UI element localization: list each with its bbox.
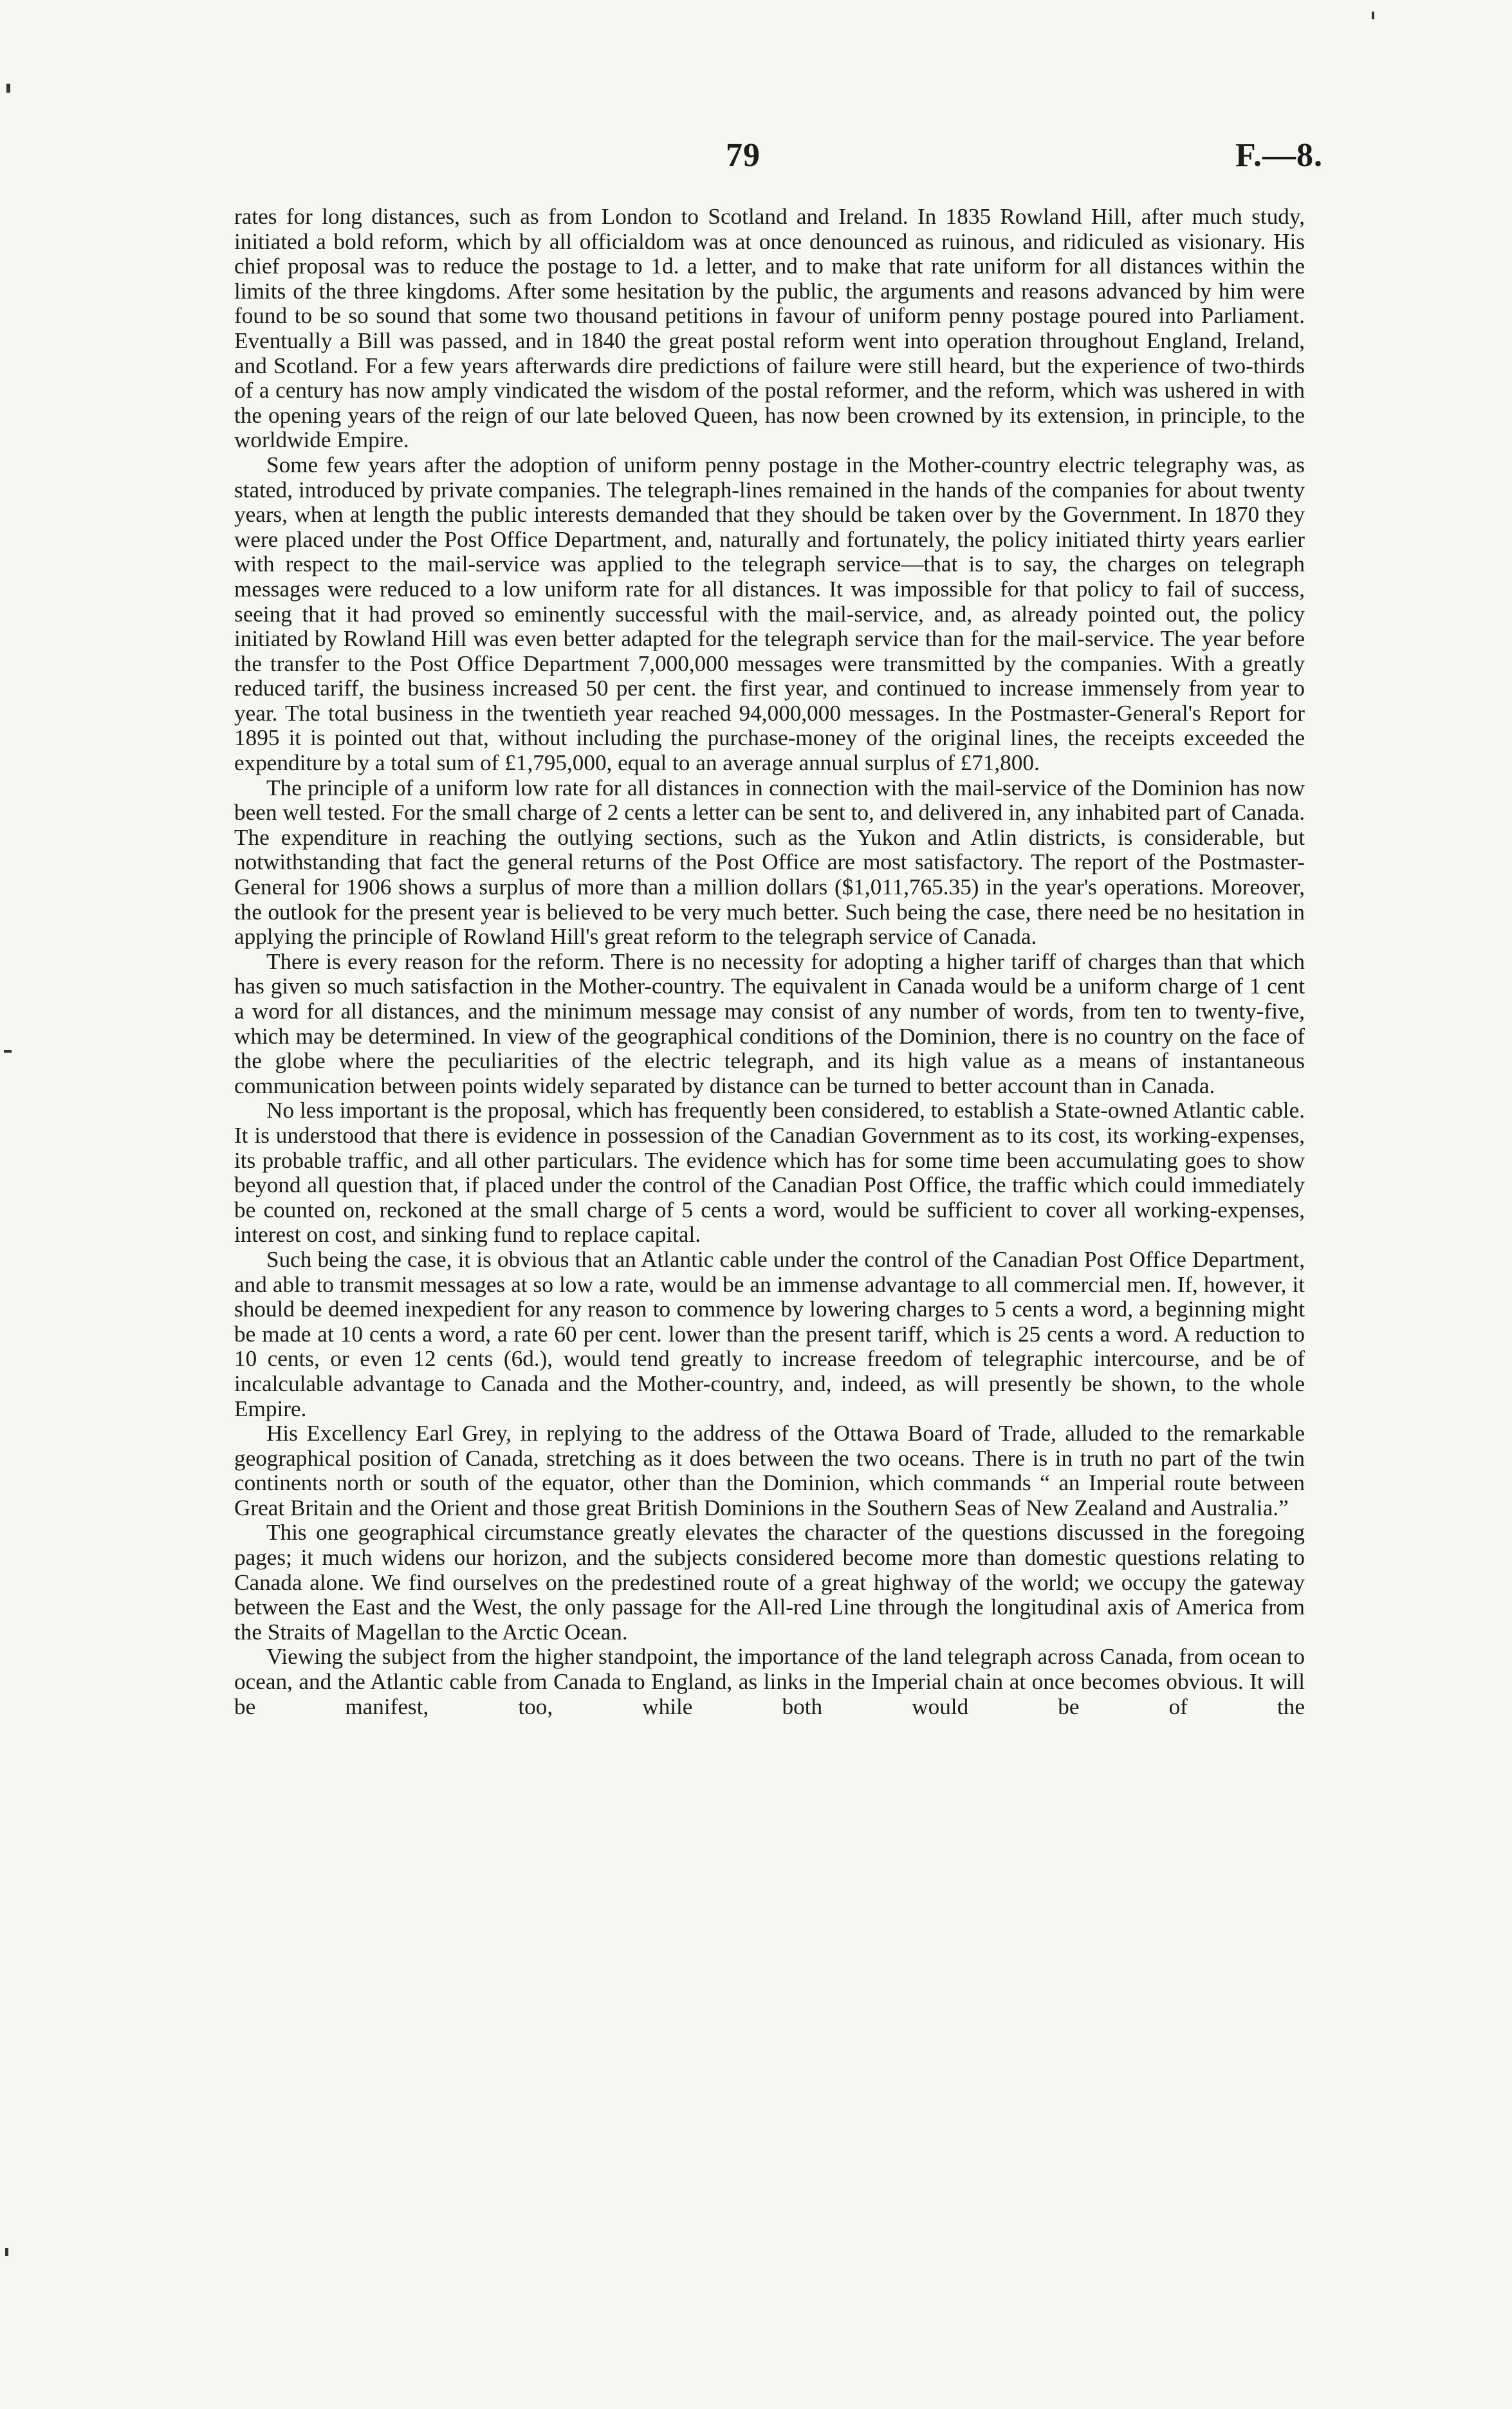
page-number: 79 bbox=[726, 137, 761, 174]
scan-mark bbox=[4, 1050, 12, 1053]
page-header bbox=[0, 136, 1512, 181]
paragraph: The principle of a uniform low rate for all distances in connection with the mail-service of the Dominion has now been well tested. For the small charge of 2 cents a letter can be sent to, and delivered in, any inhabited part of Canada. The expenditure in reaching the outlying sections, such as the Yukon and Atlin districts, is considerable, but notwithstanding that fact the general returns of the Post Office are most satisfactory. The report of the Postmaster-General for 1906 shows a surplus of more than a million dollars ($1,011,765.35) in the year's operations. Moreover, the outlook for the present year is believed to be very much better. Such being the case, there need be no hesitation in applying the principle of Rowland Hill's great reform to the telegraph service of Canada. bbox=[234, 775, 1305, 950]
scan-mark bbox=[5, 2248, 8, 2256]
scan-mark bbox=[6, 84, 10, 93]
paragraph: This one geographical circumstance greatly elevates the character of the questions discussed in the foregoing pages; it much widens our horizon, and the subjects considered become more than domestic questions relating to Canada alone. We find ourselves on the predestined route of a great highway of the world; we occupy the gateway between the East and the West, the only passage for the All-red Line through the longitudinal axis of America from the Straits of Magellan to the Arctic Ocean. bbox=[234, 1520, 1305, 1645]
paragraph: Such being the case, it is obvious that an Atlantic cable under the control of the Canadian Post Office Department, and able to transmit messages at so low a rate, would be an immense advantage to all commercial men. If, however, it should be deemed inexpedient for any reason to commence by lowering charges to 5 cents a word, a beginning might be made at 10 cents a word, a rate 60 per cent. lower than the present tariff, which is 25 cents a word. A reduction to 10 cents, or even 12 cents (6d.), would tend greatly to increase freedom of telegraphic intercourse, and be of incalculable advantage to Canada and the Mother-country, and, indeed, as will presently be shown, to the whole Empire. bbox=[234, 1246, 1305, 1421]
paragraph: Some few years after the adoption of uniform penny postage in the Mother-country electric telegraphy was, as stated, introduced by private companies. The telegraph-lines remained in the hands of the companies for about twenty years, when at length the public interests demanded that they should be taken over by the Government. In 1870 they were placed under the Post Office Department, and, naturally and fortunately, the policy initiated thirty years earlier with respect to the mail-service was applied to the telegraph service—that is to say, the charges on telegraph messages were reduced to a low uniform rate for all distances. It was impossible for that policy to fail of success, seeing that it had proved so eminently successful with the mail-service, and, as already pointed out, the policy initiated by Rowland Hill was even better adapted for the telegraph service than for the mail-service. The year before the transfer to the Post Office Department 7,000,000 messages were transmitted by the companies. With a greatly reduced tariff, the business increased 50 per cent. the first year, and continued to increase immensely from year to year. The total business in the twentieth year reached 94,000,000 messages. In the Postmaster-General's Report for 1895 it is pointed out that, without including the purchase-money of the original lines, the receipts exceeded the expenditure by a total sum of £1,795,000, equal to an average annual surplus of £71,800. bbox=[234, 452, 1305, 776]
paragraph: There is every reason for the reform. There is no necessity for adopting a higher tariff of charges than that which has given so much satisfaction in the Mother-country. The equivalent in Canada would be a uniform charge of 1 cent a word for all distances, and the minimum message may consist of any number of words, from ten to twenty-five, which may be determined. In view of the geographical conditions of the Dominion, there is no country on the face of the globe where the peculiarities of the electric telegraph, and its high value as a means of instantaneous communication between points widely separated by distance can be turned to better account than in Canada. bbox=[234, 948, 1305, 1098]
scan-mark bbox=[1372, 12, 1374, 19]
paragraph: No less important is the proposal, which has frequently been considered, to establish a State-owned Atlantic cable. It is understood that there is evidence in possession of the Canadian Government as to its cost, its working-expenses, its probable traffic, and all other particulars. The evidence which has for some time been accumulating goes to show beyond all question that, if placed under the control of the Canadian Post Office, the traffic which could immediately be counted on, reckoned at the small charge of 5 cents a word, would be sufficient to cover all working-expenses, interest on cost, and sinking fund to replace capital. bbox=[234, 1098, 1305, 1248]
document-reference: F.—8. bbox=[1235, 137, 1323, 174]
paragraph: His Excellency Earl Grey, in replying to the address of the Ottawa Board of Trade, alluded to the remarkable geographical position of Canada, stretching as it does between the two oceans. There is in truth no part of the twin continents north or south of the equator, other than the Dominion, which commands “ an Imperial route between Great Britain and the Orient and those great British Dominions in the Southern Seas of New Zealand and Australia.” bbox=[234, 1421, 1305, 1520]
paragraph: rates for long distances, such as from London to Scotland and Ireland. In 1835 Rowland Hill, after much study, initiated a bold reform, which by all officialdom was at once denounced as ruinous, and ridiculed as visionary. His chief proposal was to reduce the postage to 1d. a letter, and to make that rate uniform for all distances within the limits of the three kingdoms. After some hesitation by the public, the arguments and reasons advanced by him were found to be so sound that some two thousand petitions in favour of uniform penny postage poured into Parliament. Eventually a Bill was passed, and in 1840 the great postal reform went into operation throughout England, Ireland, and Scotland. For a few years afterwards dire predictions of failure were still heard, but the experience of two-thirds of a century has now amply vindicated the wisdom of the postal reformer, and the reform, which was ushered in with the opening years of the reign of our late beloved Queen, has now been crowned by its extension, in principle, to the worldwide Empire. bbox=[234, 204, 1305, 453]
body-text bbox=[234, 205, 1305, 1719]
paragraph: Viewing the subject from the higher standpoint, the importance of the land telegraph across Canada, from ocean to ocean, and the Atlantic cable from Canada to England, as links in the Imperial chain at once becomes obvious. It will be manifest, too, while both would be of the bbox=[234, 1644, 1305, 1719]
